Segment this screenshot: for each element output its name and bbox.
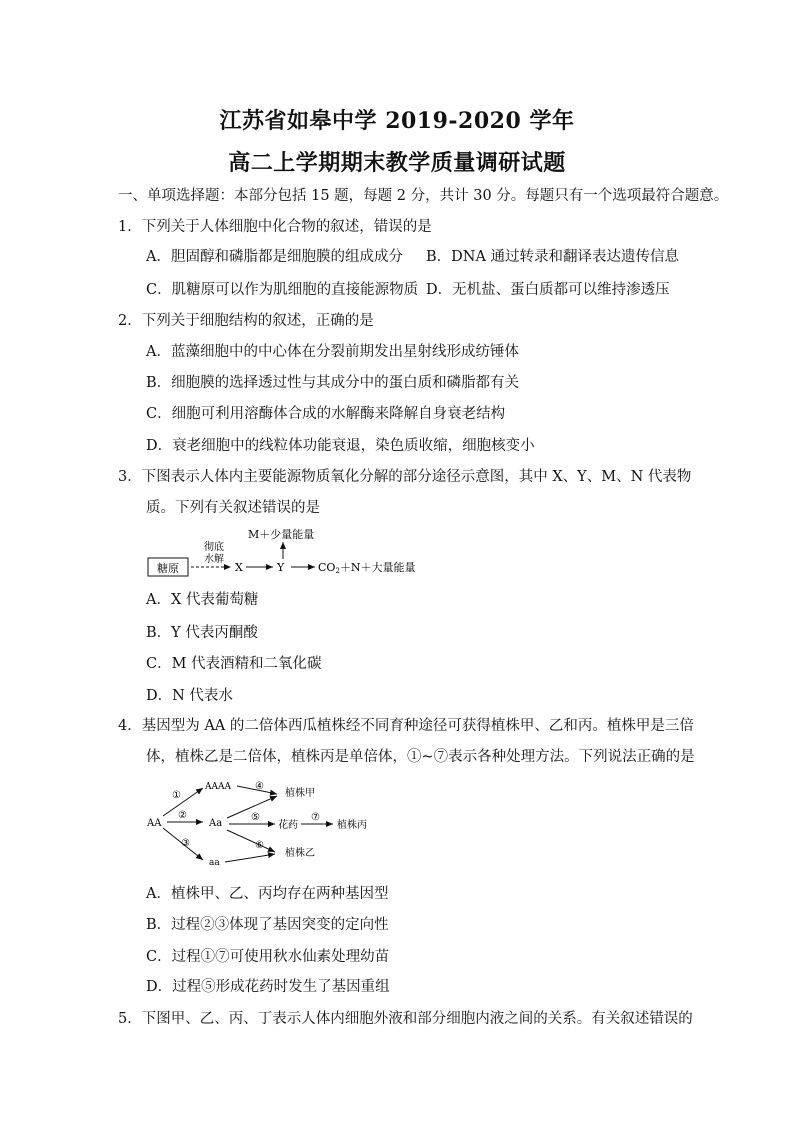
node-rec: aa [209,858,220,868]
question-5-stem-line1: 5．下图甲、乙、丙、丁表示人体内细胞外液和部分细胞内液之间的关系。有关叙述错误的 [118,1011,693,1027]
node-aa-start: AA [147,818,162,829]
exam-title-line1: 江苏省如皋中学 2019-2020 学年 [219,108,575,134]
plant-jia: 植株甲 [285,788,315,799]
question-4-stem-line2: 体，植株乙是二倍体，植株丙是单倍体，①~⑦表示各种处理方法。下列说法正确的是 [146,749,695,765]
label-1: ① [172,790,181,801]
q1-option-d: D．无机盐、蛋白质都可以维持渗透压 [426,282,670,298]
breeding-pathway-diagram [145,776,385,876]
arrow-rec-6 [225,854,275,862]
arrow-het-6 [227,830,275,852]
exam-title-line2: 高二上学期期末教学质量调研试题 [228,150,566,176]
node-aaaa: AAAA [205,782,231,792]
label-4: ④ [255,781,264,792]
label-7: ⑦ [311,812,320,823]
section-intro: 一、单项选择题：本部分包括 15 题，每题 2 分，共计 30 分。每题只有一个选项最符合题意。 [118,188,729,204]
q3-option-d: D．N 代表水 [146,688,233,704]
label-2: ② [178,810,187,821]
question-1-stem: 1．下列关于人体细胞中化合物的叙述，错误的是 [118,219,432,235]
q4-option-a: A．植株甲、乙、丙均存在两种基因型 [146,886,389,902]
glycogen-label: 糖原 [157,562,179,575]
q1-option-a: A．胆固醇和磷脂都是细胞膜的组成成分 [146,249,403,265]
q1-option-c: C．肌糖原可以作为肌细胞的直接能源物质 [146,282,419,298]
question-4-stem-line1: 4．基因型为 AA 的二倍体西瓜植株经不同育种途径可获得植株甲、乙和丙。植株甲是三倍 [118,718,694,734]
arrow-label-thorough: 彻底 [204,542,224,553]
node-het: Aa [209,818,223,829]
question-2-stem: 2．下列关于细胞结构的叙述，正确的是 [118,313,374,329]
node-pollen: 花药 [278,820,298,831]
q4-option-d: D．过程⑤形成花药时发生了基因重组 [146,979,390,995]
question-3-stem-line2: 质。下列有关叙述错误的是 [146,500,320,516]
q2-option-c: C．细胞可利用溶酶体合成的水解酶来降解自身衰老结构 [146,406,506,422]
q4-option-b: B．过程②③体现了基因突变的定向性 [146,917,389,933]
q4-option-c: C．过程①⑦可使用秋水仙素处理幼苗 [146,949,390,965]
product-m: M＋少量能量 [248,528,315,541]
product-co2-n: CO2＋N＋大量能量 [318,561,416,575]
node-x: X [235,561,243,574]
label-6: ⑥ [255,840,264,851]
label-3: ③ [181,838,190,849]
q2-option-a: A．蓝藻细胞中的中心体在分裂前期发出星射线形成纺锤体 [146,344,519,360]
plant-yi: 植株乙 [285,848,315,859]
arrow-label-hydrolysis: 水解 [204,554,224,565]
energy-pathway-diagram [145,526,445,586]
q1-option-b: B．DNA 通过转录和翻译表达遗传信息 [426,249,680,265]
label-5: ⑤ [251,812,260,823]
q3-option-c: C．M 代表酒精和二氧化碳 [146,656,322,672]
q2-option-b: B．细胞膜的选择透过性与其成分中的蛋白质和磷脂都有关 [146,375,520,391]
plant-bing: 植株丙 [337,820,367,831]
q3-option-b: B．Y 代表丙酮酸 [146,625,258,641]
node-y: Y [277,561,285,574]
question-3-stem-line1: 3．下图表示人体内主要能源物质氧化分解的部分途径示意图，其中 X、Y、M、N 代表物 [118,469,692,485]
q2-option-d: D．衰老细胞中的线粒体功能衰退，染色质收缩，细胞核变小 [146,438,535,454]
q3-option-a: A．X 代表葡萄糖 [146,592,259,608]
